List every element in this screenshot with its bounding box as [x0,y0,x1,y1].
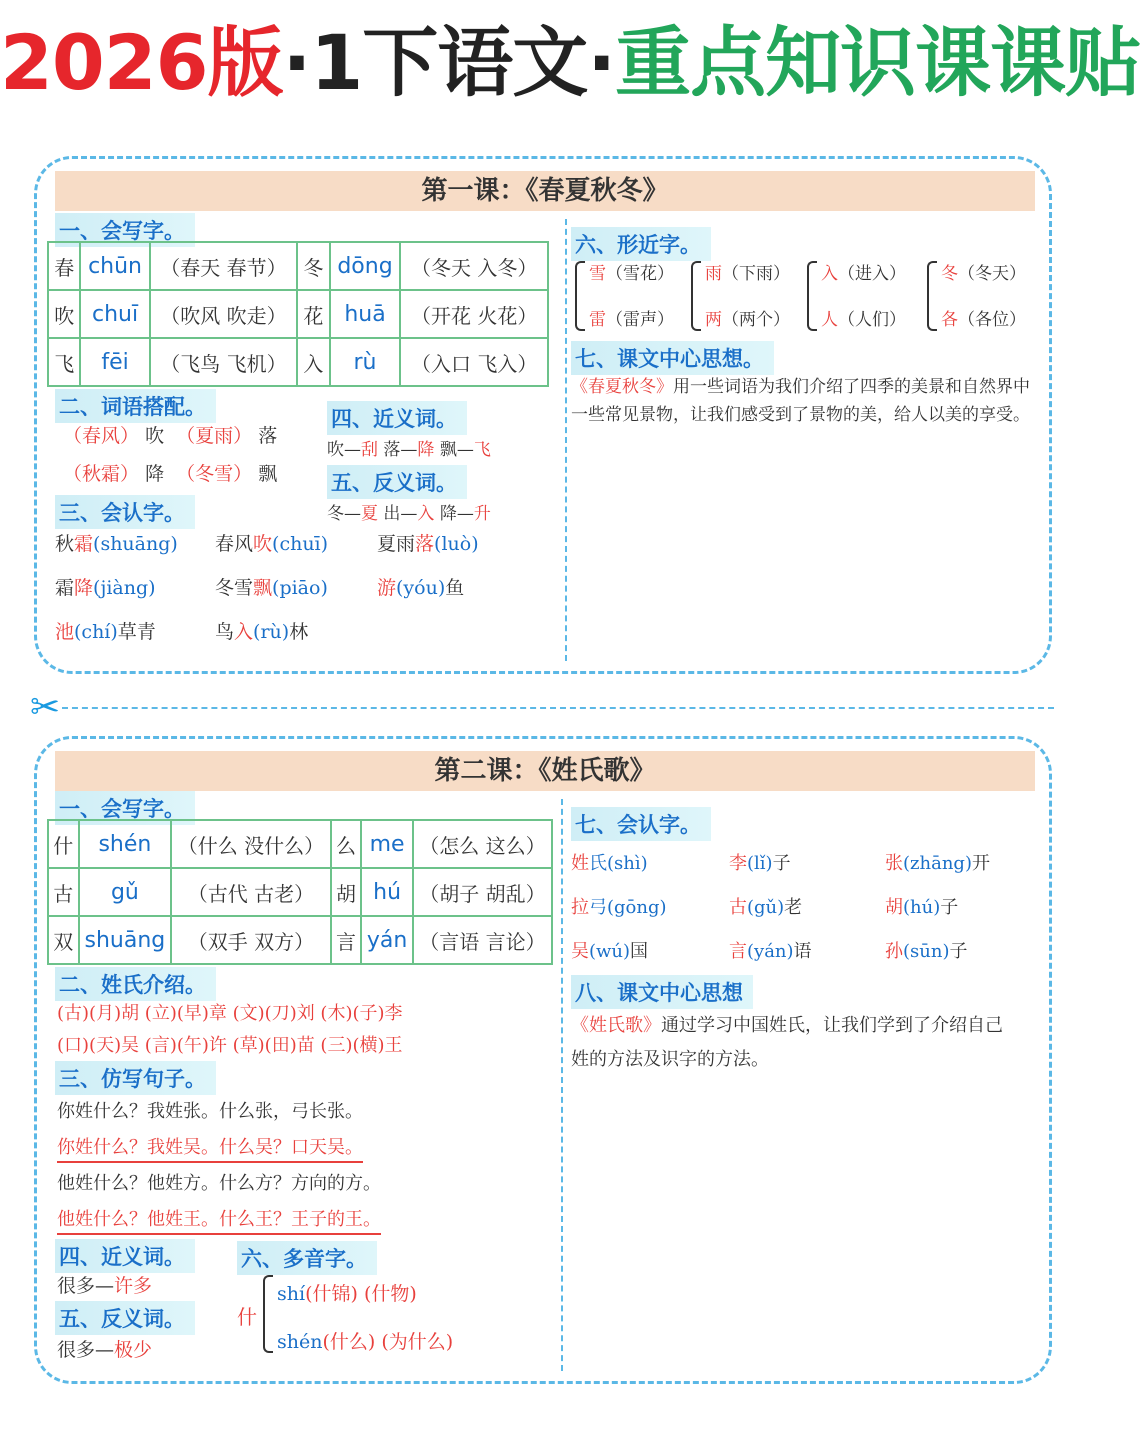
l2-surname-row-2: (口)(天)吴 (言)(午)许 (草)(田)苗 (三)(横)王 [57,1035,403,1056]
l1-match-row-2: （秋霜） 降 （冬雪） 飘 [63,463,278,485]
lesson2-divider [561,799,563,1371]
brace-mark [575,261,585,331]
list-item: 冬雪飘(piāo) [215,577,328,599]
l2-surname-row-1: (古)(月)胡 (立)(早)章 (文)(刀)刘 (木)(子)李 [57,1003,403,1024]
l2-section-write: 一、会写字。 [55,791,195,825]
lesson2-header: 第二课：《姓氏歌》 [55,751,1035,791]
table-cell: yán [361,916,412,964]
table-cell: shuāng [79,916,172,964]
list-item: 胡(hú)子 [885,897,959,918]
l2-antonym: 很多—极少 [57,1339,153,1361]
list-item: 秋霜(shuāng) [55,533,178,555]
table-row [48,868,552,916]
cut-line [62,707,1054,709]
list-item: 春风吹(chuī) [215,533,329,555]
brace-mark [691,261,701,331]
list-item: 雷（雷声） [589,310,674,330]
title-topic: 重点知识课课贴 [615,18,1140,107]
table-row [48,338,548,386]
l1-synonyms: 吹—刮 落—降 飘—飞 [327,440,491,460]
list-item: 古(gǔ)老 [729,897,803,918]
table-cell: （言语 言论） [413,916,552,964]
l1-section-read: 三、会认字。 [55,495,195,529]
list-item: 人（人们） [821,310,906,330]
table-row [48,290,548,338]
l2-poly-row-2: shén(什么) (为什么) [277,1331,454,1353]
table-cell: fēi [80,338,149,386]
l2-write-table [47,819,553,965]
l1-section-antonym: 五、反义词。 [327,465,467,499]
page-title [0,18,1140,108]
table-cell: gǔ [79,868,172,916]
list-item: 吴(wú)国 [571,941,649,962]
l2-section-read: 七、会认字。 [571,807,711,841]
table-cell: chūn [80,242,149,290]
table-cell: （春天 春节） [150,242,298,290]
title-grade: ·1下语文· [282,18,616,107]
table-cell: （双手 双方） [171,916,331,964]
table-cell: 花 [297,290,329,338]
list-item: 各（各位） [941,310,1026,330]
l2-section-sentence: 三、仿写句子。 [55,1061,216,1095]
l2-sentence-2: 你姓什么？我姓吴。什么吴？口天吴。 [57,1133,363,1163]
table-cell: （古代 古老） [171,868,331,916]
table-cell: 什 [48,820,79,868]
l1-section-match: 二、词语搭配。 [55,389,216,423]
l2-section-polyphone: 六、多音字。 [237,1241,377,1275]
list-item: 鸟入(rù)林 [215,621,309,643]
table-row [48,820,552,868]
table-cell: hú [361,868,412,916]
table-cell: huā [330,290,401,338]
lesson2-card [34,736,1052,1384]
table-cell: 春 [48,242,80,290]
table-cell: 吹 [48,290,80,338]
table-cell: （冬天 入冬） [400,242,548,290]
table-cell: 入 [297,338,329,386]
table-cell: 冬 [297,242,329,290]
l1-antonyms: 冬—夏 出—入 降—升 [327,504,491,524]
table-cell: dōng [330,242,401,290]
list-item: 姓氏(shì) [571,853,648,874]
list-item: 拉弓(gōng) [571,897,667,918]
l2-poly-brace [263,1275,273,1353]
list-item: 冬（冬天） [941,264,1026,284]
l1-section-synonym: 四、近义词。 [327,401,467,435]
lesson1-divider [565,219,567,661]
brace-mark [807,261,817,331]
table-cell: rù [330,338,401,386]
list-item: 游(yóu)鱼 [377,577,465,599]
table-cell: （飞鸟 飞机） [150,338,298,386]
table-cell: （入口 飞入） [400,338,548,386]
list-item: 张(zhāng)开 [885,853,990,874]
table-cell: chuī [80,290,149,338]
l2-section-surname: 二、姓氏介绍。 [55,967,216,1001]
list-item: 池(chí)草青 [55,621,156,643]
l1-idea-text: 《春夏秋冬》用一些词语为我们介绍了四季的美景和自然界中 一些常见景物，让我们感受到了景物的美，给人以美的享受。 [571,377,1030,425]
lesson1-header: 第一课：《春夏秋冬》 [55,171,1035,211]
table-cell: （胡子 胡乱） [413,868,552,916]
l1-write-table [47,241,549,387]
l1-section-similar: 六、形近字。 [571,227,711,261]
l2-section-synonym: 四、近义词。 [55,1239,195,1273]
l2-synonym: 很多—许多 [57,1275,153,1297]
table-cell: 古 [48,868,79,916]
table-cell: （怎么 这么） [413,820,552,868]
l2-sentence-3: 他姓什么？他姓方。什么方？方向的方。 [57,1173,381,1194]
table-cell: shén [79,820,172,868]
l1-match-row-1: （春风） 吹 （夏雨） 落 [63,425,278,447]
table-cell: （吹风 吹走） [150,290,298,338]
table-cell: 胡 [331,868,362,916]
list-item: 霜降(jiàng) [55,577,156,599]
table-cell: 双 [48,916,79,964]
lesson1-card [34,156,1052,674]
l2-poly-row-1: shí(什锦) (什物) [277,1283,417,1305]
list-item: 李(lǐ)子 [729,853,791,874]
list-item: 孙(sūn)子 [885,941,968,962]
list-item: 夏雨落(luò) [377,533,479,555]
l2-poly-char: 什 [237,1305,257,1329]
list-item: 言(yán)语 [729,941,812,962]
list-item: 入（进入） [821,264,906,284]
list-item: 两（两个） [705,310,790,330]
l2-idea-text: 《姓氏歌》通过学习中国姓氏，让我们学到了介绍自己 姓的方法及识字的方法。 [571,1015,1003,1070]
l1-section-idea: 七、课文中心思想。 [571,341,774,375]
list-item: 雨（下雨） [705,264,790,284]
table-row [48,916,552,964]
l2-section-idea: 八、课文中心思想 [571,975,753,1009]
table-cell: me [361,820,412,868]
scissor-icon: ✂ [30,687,61,728]
table-cell: 飞 [48,338,80,386]
brace-mark [927,261,937,331]
table-cell: 么 [331,820,362,868]
l1-section-write: 一、会写字。 [55,213,195,247]
title-year: 2026版 [0,18,283,107]
l2-section-antonym: 五、反义词。 [55,1301,195,1335]
table-cell: 言 [331,916,362,964]
l2-sentence-4: 他姓什么？他姓王。什么王？王子的王。 [57,1205,381,1235]
table-cell: （什么 没什么） [171,820,331,868]
l2-sentence-1: 你姓什么？我姓张。什么张，弓长张。 [57,1101,363,1122]
table-row [48,242,548,290]
table-cell: （开花 火花） [400,290,548,338]
list-item: 雪（雪花） [589,264,674,284]
